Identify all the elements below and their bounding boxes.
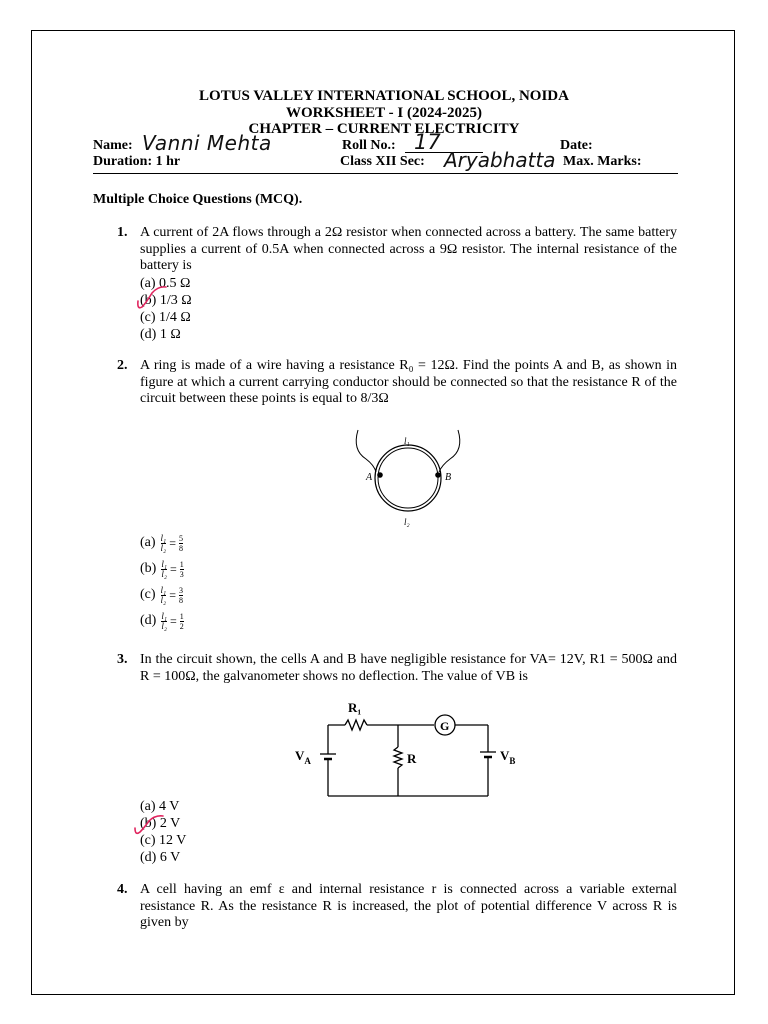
- name-label: Name:: [93, 138, 133, 153]
- label-l1: l₁: [404, 436, 410, 446]
- option-c: (c) 1/4 Ω: [140, 309, 191, 325]
- question-text: In the circuit shown, the cells A and B have negligible resistance for VA= 12V, R1 = 500Ω and R = 100Ω, the galvanometer shows no deflection. The value of VB is: [140, 652, 677, 684]
- option-b: (b) 1/3 Ω: [140, 292, 192, 308]
- tick-mark-icon: [132, 283, 174, 313]
- label-l2: l₂: [404, 517, 410, 527]
- question-text: A ring is made of a wire having a resistance R₀ = 12Ω. Find the points A and B, as shown in figure at which a current carrying conductor should be connected so that the resistance R of the circuit between these points is equal to 8/3Ω: [140, 358, 677, 406]
- name-value: Vanni Mehta: [142, 131, 272, 155]
- question-4: [117, 882, 677, 932]
- header-rule: [93, 173, 678, 174]
- chapter-title: CHAPTER – CURRENT ELECTRICITY: [248, 121, 520, 137]
- option-a: (a) $\frac{\text{l₁}}{\text{l₂}}$ = $\frac{5}{8}$: [140, 532, 183, 553]
- ring-figure: [340, 425, 470, 530]
- circuit-diagram: [290, 698, 530, 803]
- label-r1: R₁: [348, 700, 362, 715]
- duration: Duration: 1 hr: [93, 154, 181, 169]
- question-number: 1.: [117, 225, 128, 240]
- max-marks-label: Max. Marks:: [563, 154, 642, 169]
- question-2-options: [117, 530, 677, 634]
- options-list: [140, 275, 677, 343]
- label-a: A: [366, 472, 373, 483]
- option-b: (b) $\frac{\text{l₁}}{\text{l₂}}$ = $\frac{1}{3}$: [140, 558, 184, 579]
- option-c: (c) 12 V: [140, 833, 187, 848]
- label-b: B: [445, 472, 452, 483]
- option-b: (b) 2 V: [140, 816, 181, 831]
- roll-label: Roll No.:: [342, 138, 396, 153]
- question-3: [117, 652, 677, 685]
- options-list: [140, 798, 677, 866]
- section-title: Multiple Choice Questions (MCQ).: [93, 192, 303, 207]
- option-d: (d) $\frac{\text{l₁}}{\text{l₂}}$ = $\frac{1}{2}$: [140, 610, 184, 631]
- option-d: (d) 1 Ω: [140, 326, 181, 342]
- question-2: [117, 358, 677, 408]
- question-3-options: [117, 798, 677, 866]
- option-a: (a) 4 V: [140, 799, 180, 814]
- question-1: [117, 225, 677, 343]
- worksheet-title: WORKSHEET - I (2024-2025): [286, 105, 482, 121]
- label-r: R: [407, 751, 417, 766]
- question-number: 4.: [117, 882, 128, 897]
- section-value: Aryabhatta: [444, 148, 556, 172]
- school-name: LOTUS VALLEY INTERNATIONAL SCHOOL, NOIDA: [199, 88, 569, 104]
- option-a: (a) 0.5 Ω: [140, 275, 191, 291]
- tick-mark-icon: [130, 812, 172, 838]
- svg-text:VA: $V_A$: [295, 748, 311, 766]
- galvanometer-label: G: [440, 719, 450, 733]
- question-number: 3.: [117, 652, 128, 667]
- question-number: 2.: [117, 358, 128, 373]
- option-c: (c) $\frac{\text{l₁}}{\text{l₂}}$ = $\frac{3}{8}$: [140, 584, 183, 605]
- svg-text:VB: $V_B$: [500, 748, 516, 766]
- options-list: [140, 530, 677, 634]
- date-label: Date:: [560, 138, 593, 153]
- roll-value: 17: [414, 130, 441, 154]
- question-text: A cell having an emf ε and internal resistance r is connected across a variable external resistance R. As the resistance R is increased, the plot of potential difference V across R is given by: [140, 882, 677, 930]
- option-d: (d) 6 V: [140, 850, 181, 865]
- class-section-label: Class XII Sec:: [340, 154, 425, 169]
- question-text: A current of 2A flows through a 2Ω resistor when connected across a battery. The same battery supplies a current of 0.5A when connected across a 9Ω resistor. The internal resistance of the battery is: [140, 225, 677, 273]
